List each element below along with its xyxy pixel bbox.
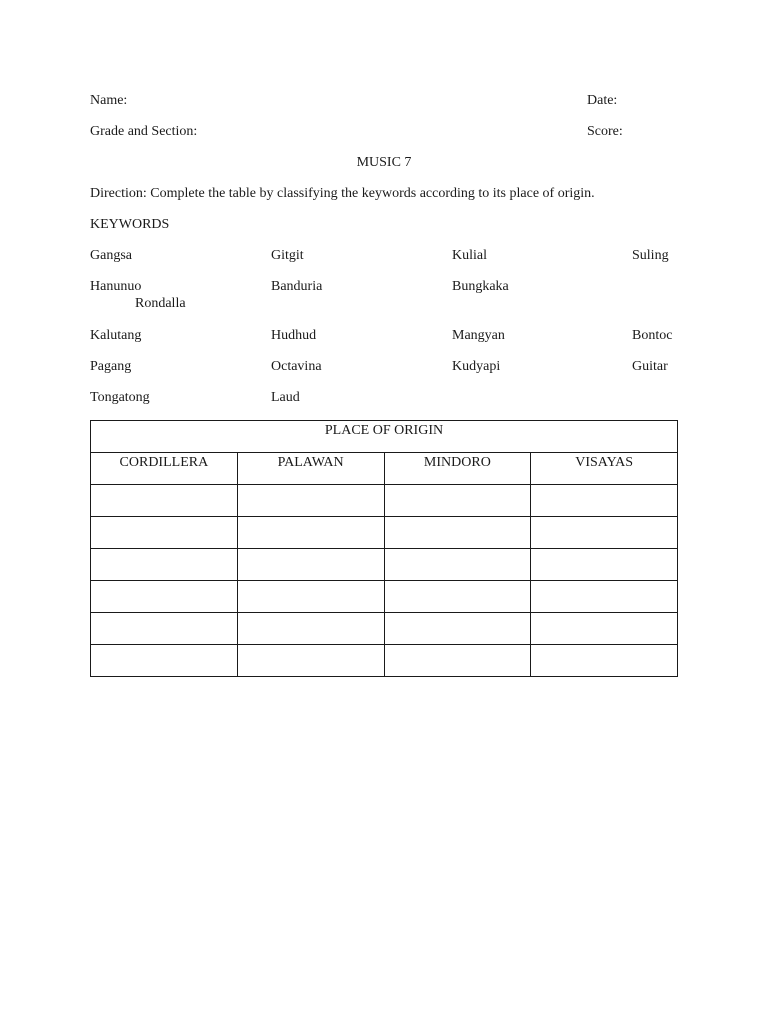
table-cell: [237, 517, 384, 549]
date-label: Date:: [587, 93, 618, 108]
keyword-item: Gangsa: [90, 248, 132, 263]
table-cell: [91, 517, 238, 549]
table-cell: [91, 581, 238, 613]
table-cell: [91, 645, 238, 677]
table-row: [91, 581, 678, 613]
table-header-row: [91, 453, 678, 485]
keyword-item: Kulial: [452, 248, 487, 263]
column-header-mindoro: MINDORO: [384, 453, 531, 485]
keyword-item: Hanunuo: [90, 279, 142, 294]
table-cell: [91, 549, 238, 581]
column-header-cordillera: CORDILLERA: [91, 453, 238, 485]
table-cell: [384, 581, 531, 613]
column-header-visayas: VISAYAS: [531, 453, 678, 485]
table-cell: [237, 581, 384, 613]
place-of-origin-table: [90, 420, 678, 677]
keyword-item: Hudhud: [271, 328, 317, 343]
table-cell: [237, 485, 384, 517]
name-label: Name:: [90, 93, 128, 108]
table-cell: [237, 613, 384, 645]
table-row: [91, 613, 678, 645]
table-cell: [531, 485, 678, 517]
table-cell: [531, 613, 678, 645]
keyword-item: Suling: [632, 248, 669, 263]
keyword-item: Laud: [271, 390, 300, 405]
keywords-heading: KEYWORDS: [90, 217, 170, 232]
score-label: Score:: [587, 124, 623, 139]
keyword-item: Tongatong: [90, 390, 150, 405]
column-header-palawan: PALAWAN: [237, 453, 384, 485]
table-cell: [384, 485, 531, 517]
keyword-item: Mangyan: [452, 328, 505, 343]
table-title-row: [91, 421, 678, 453]
table-cell: [384, 645, 531, 677]
table-cell: [531, 581, 678, 613]
keyword-item: Pagang: [90, 359, 132, 374]
document-title: MUSIC 7: [356, 155, 412, 170]
keyword-item: Gitgit: [271, 248, 304, 263]
table-cell: [531, 549, 678, 581]
table-row: [91, 549, 678, 581]
table-cell: [91, 485, 238, 517]
keyword-item: Bontoc: [632, 328, 673, 343]
table-cell: [384, 613, 531, 645]
grade-section-label: Grade and Section:: [90, 124, 198, 139]
direction-text: Direction: Complete the table by classifying the keywords according to its place of origin.: [90, 186, 595, 201]
table-cell: [531, 645, 678, 677]
keyword-item: Bungkaka: [452, 279, 509, 294]
table-row: [91, 517, 678, 549]
keyword-item: Rondalla: [135, 296, 186, 311]
keyword-item: Banduria: [271, 279, 323, 294]
keyword-item: Kudyapi: [452, 359, 501, 374]
table-cell: [91, 613, 238, 645]
keyword-item: Kalutang: [90, 328, 142, 343]
table-title: PLACE OF ORIGIN: [91, 421, 678, 453]
table-cell: [237, 549, 384, 581]
table-cell: [237, 645, 384, 677]
keyword-item: Guitar: [632, 359, 668, 374]
table-cell: [384, 517, 531, 549]
table-row: [91, 645, 678, 677]
table-cell: [531, 517, 678, 549]
table-cell: [384, 549, 531, 581]
keyword-item: Octavina: [271, 359, 322, 374]
table-body: [91, 485, 678, 677]
table-row: [91, 485, 678, 517]
